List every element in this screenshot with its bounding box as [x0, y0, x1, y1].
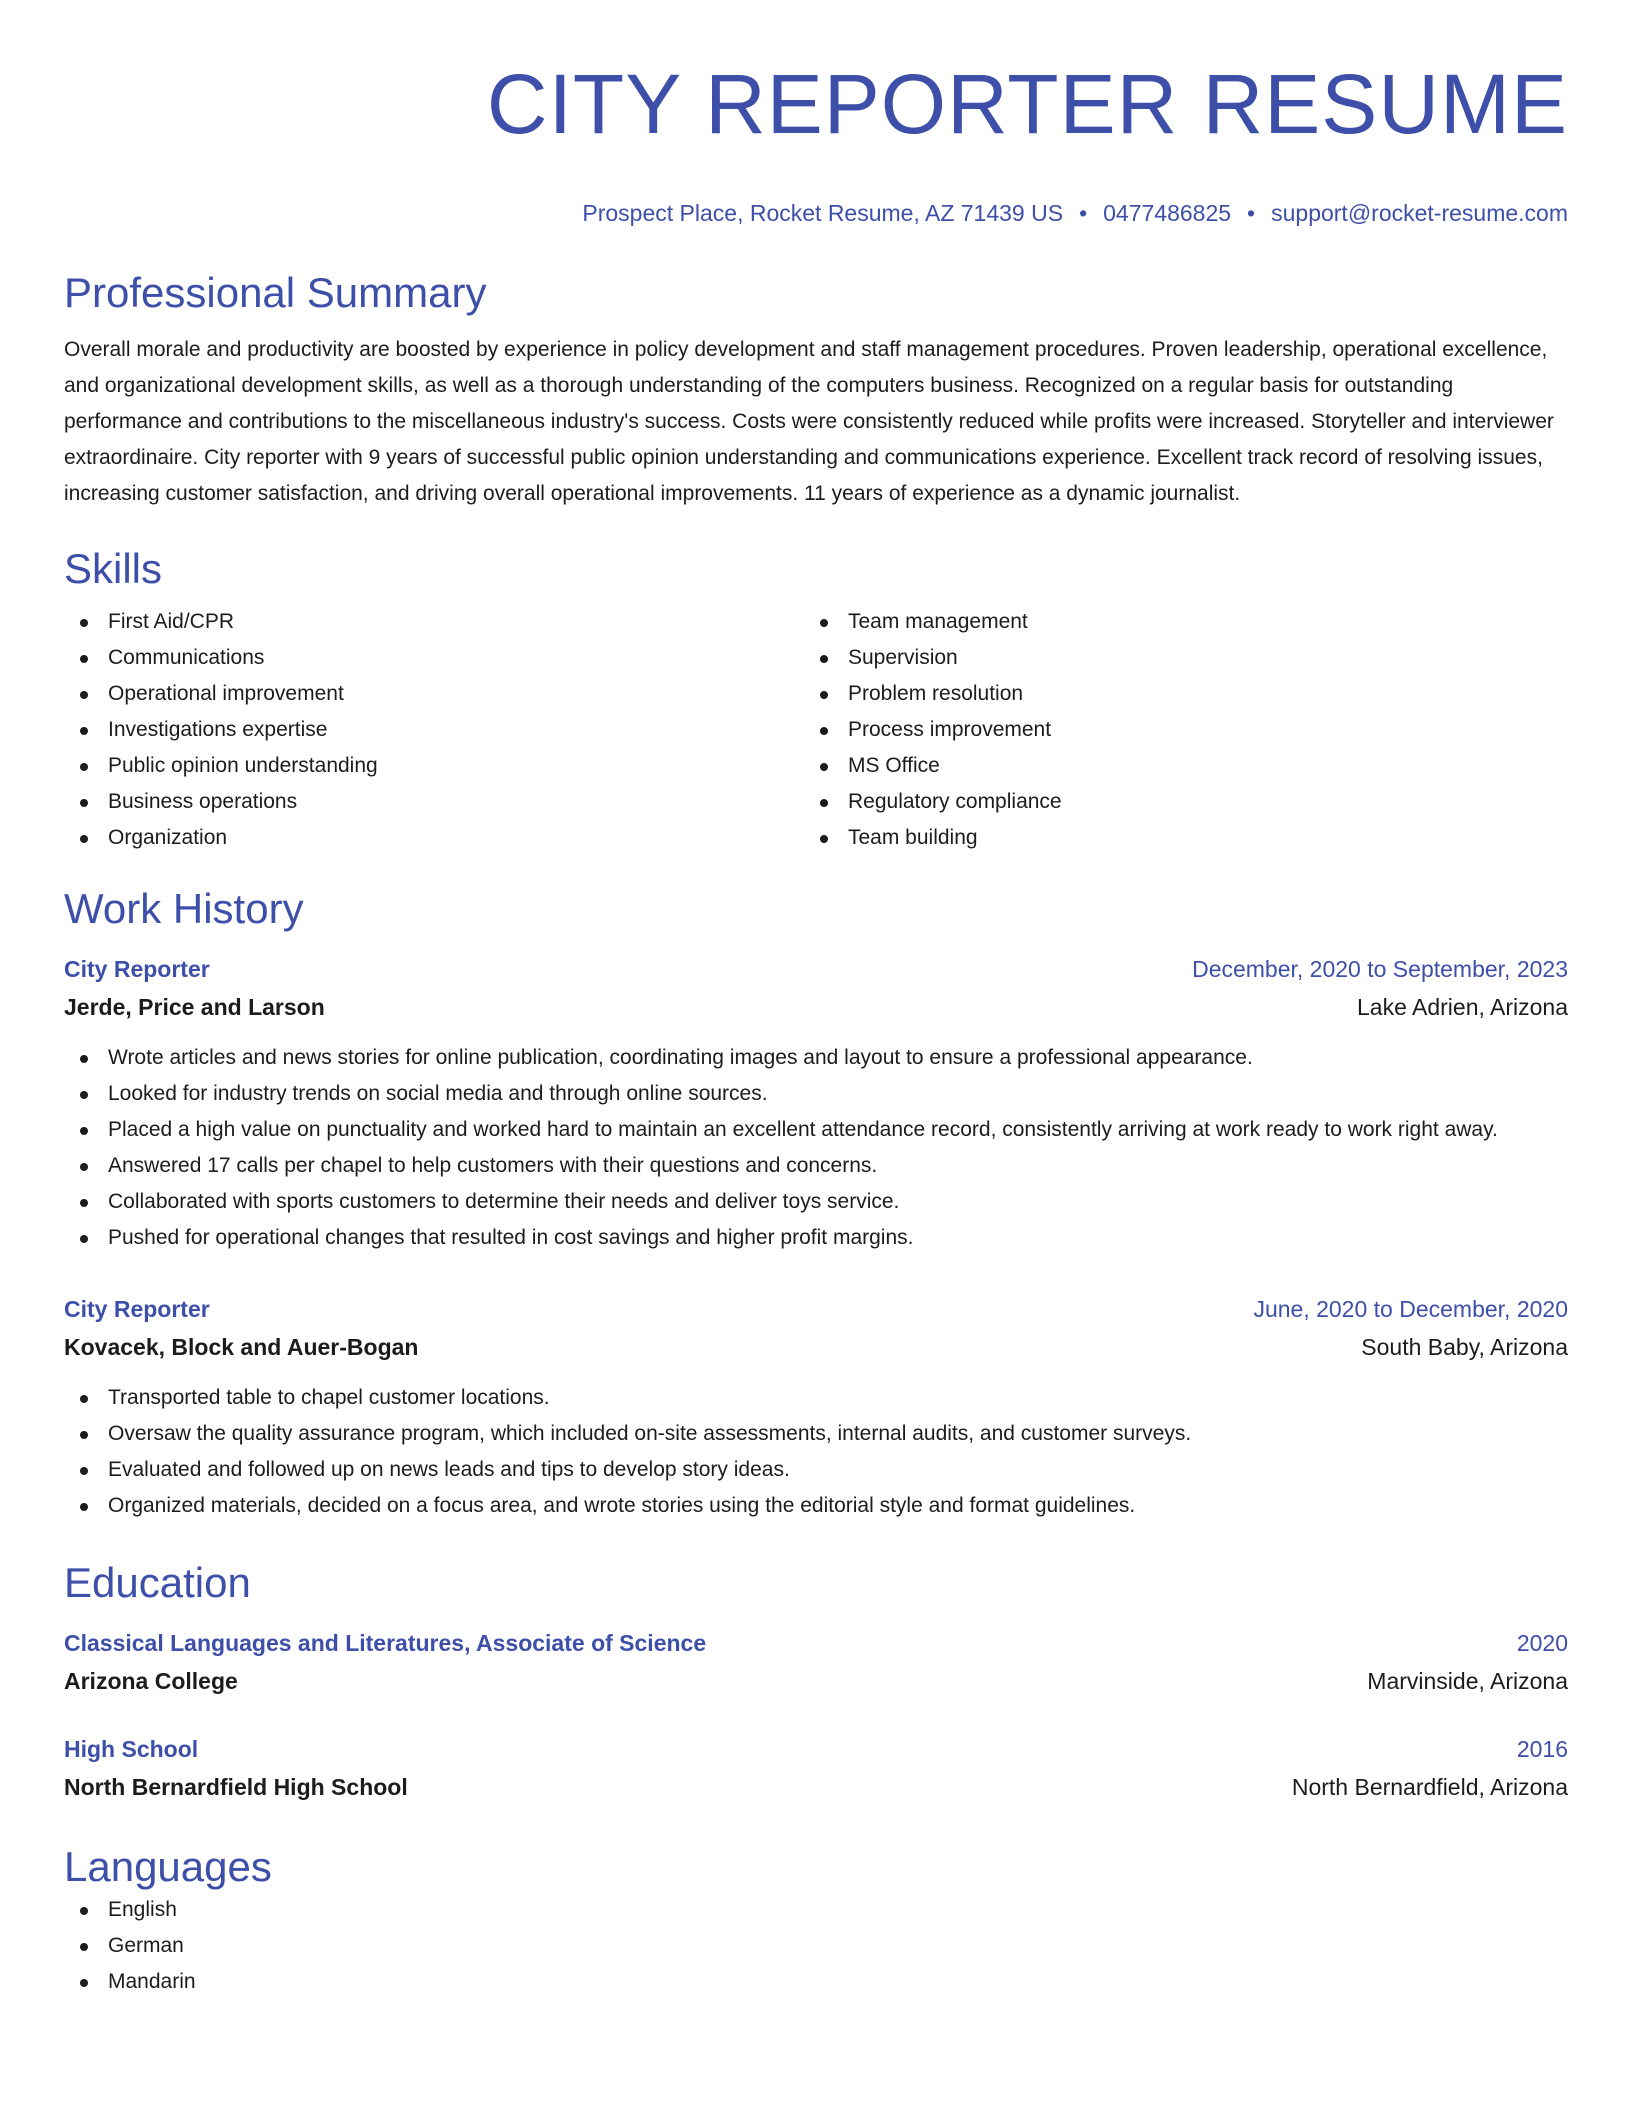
section-title-skills: Skills: [64, 545, 163, 592]
skill-item: Problem resolution: [804, 676, 1544, 712]
skill-item: Business operations: [64, 784, 804, 820]
job-bullet: Evaluated and followed up on news leads and tips to develop story ideas.: [64, 1452, 1568, 1488]
separator-dot: •: [1079, 200, 1088, 226]
job-location: Lake Adrien, Arizona: [1357, 994, 1568, 1020]
skill-item: Operational improvement: [64, 676, 804, 712]
skill-item: Process improvement: [804, 712, 1544, 748]
language-item: German: [64, 1928, 1568, 1964]
job-title: City Reporter: [64, 956, 210, 982]
education-location: Marvinside, Arizona: [1367, 1668, 1568, 1694]
skills-list-left: [64, 604, 804, 856]
job-company: Jerde, Price and Larson: [64, 994, 325, 1020]
job-bullet: Pushed for operational changes that resulted in cost savings and higher profit margins.: [64, 1220, 1568, 1256]
contact-phone: 0477486825: [1103, 200, 1232, 226]
skill-item: Team building: [804, 820, 1544, 856]
job-bullet: Collaborated with sports customers to determine their needs and deliver toys service.: [64, 1184, 1568, 1220]
job-company: Kovacek, Block and Auer-Bogan: [64, 1334, 419, 1360]
section-title-education: Education: [64, 1559, 251, 1606]
contact-address: Prospect Place, Rocket Resume, AZ 71439 US: [582, 200, 1064, 226]
education-entry: [64, 1624, 1568, 1700]
skill-item: MS Office: [804, 748, 1544, 784]
job-bullet: Answered 17 calls per chapel to help customers with their questions and concerns.: [64, 1148, 1568, 1184]
job-title: City Reporter: [64, 1296, 210, 1322]
skill-item: Investigations expertise: [64, 712, 804, 748]
section-title-work-history: Work History: [64, 885, 304, 932]
skills-columns: [64, 604, 1568, 856]
job-bullets: [64, 1040, 1568, 1256]
resume-title: CITY REPORTER RESUME: [486, 57, 1568, 151]
skill-item: Regulatory compliance: [804, 784, 1544, 820]
education-school: Arizona College: [64, 1668, 238, 1694]
job-bullet: Organized materials, decided on a focus area, and wrote stories using the editorial style and format guidelines.: [64, 1488, 1568, 1524]
job-dates: December, 2020 to September, 2023: [1192, 956, 1568, 982]
skill-item: Team management: [804, 604, 1544, 640]
job-bullet: Placed a high value on punctuality and worked hard to maintain an excellent attendance record, consistently arriving at work ready to work right away.: [64, 1112, 1568, 1148]
job-dates: June, 2020 to December, 2020: [1253, 1296, 1568, 1322]
education-location: North Bernardfield, Arizona: [1291, 1774, 1568, 1800]
summary-text: Overall morale and productivity are boosted by experience in policy development and staff management procedures. Proven leadership, operational excellence, and organizational development skills, as well as a thorough understanding of the computers business. Recognized on a regular basis for outstanding performance and contributions to the miscellaneous industry's success. Costs were consistently reduced while profits were increased. Storyteller and interviewer extraordinaire. City reporter with 9 years of successful public opinion understanding and communications experience. Excellent track record of resolving issues, increasing customer satisfaction, and driving overall operational improvements. 11 years of experience as a dynamic journalist.: [64, 338, 1554, 505]
contact-email: support@rocket-resume.com: [1271, 200, 1568, 226]
skill-item: Supervision: [804, 640, 1544, 676]
language-item: Mandarin: [64, 1964, 1568, 2000]
section-title-summary: Professional Summary: [64, 269, 487, 316]
separator-dot: •: [1247, 200, 1256, 226]
skill-item: Organization: [64, 820, 804, 856]
skill-item: First Aid/CPR: [64, 604, 804, 640]
education-entry: [64, 1730, 1568, 1806]
job-bullet: Wrote articles and news stories for online publication, coordinating images and layout to ensure a professional appearance.: [64, 1040, 1568, 1076]
section-title-languages: Languages: [64, 1843, 272, 1890]
education-year: 2020: [1516, 1630, 1568, 1656]
education-degree: High School: [64, 1736, 199, 1762]
skill-item: Communications: [64, 640, 804, 676]
skill-item: Public opinion understanding: [64, 748, 804, 784]
skills-list-right: [804, 604, 1544, 856]
education-school: North Bernardfield High School: [64, 1774, 408, 1800]
job-location: South Baby, Arizona: [1361, 1334, 1568, 1360]
languages-list: [64, 1892, 1568, 2000]
education-degree: Classical Languages and Literatures, Associate of Science: [64, 1630, 707, 1656]
education-year: 2016: [1516, 1736, 1568, 1762]
job-entry: [64, 1290, 1568, 1524]
job-bullet: Oversaw the quality assurance program, which included on-site assessments, internal audits, and customer surveys.: [64, 1416, 1568, 1452]
language-item: English: [64, 1892, 1568, 1928]
job-entry: [64, 950, 1568, 1256]
job-bullet: Looked for industry trends on social media and through online sources.: [64, 1076, 1568, 1112]
job-bullets: [64, 1380, 1568, 1524]
contact-line: [64, 198, 1568, 228]
job-bullet: Transported table to chapel customer locations.: [64, 1380, 1568, 1416]
